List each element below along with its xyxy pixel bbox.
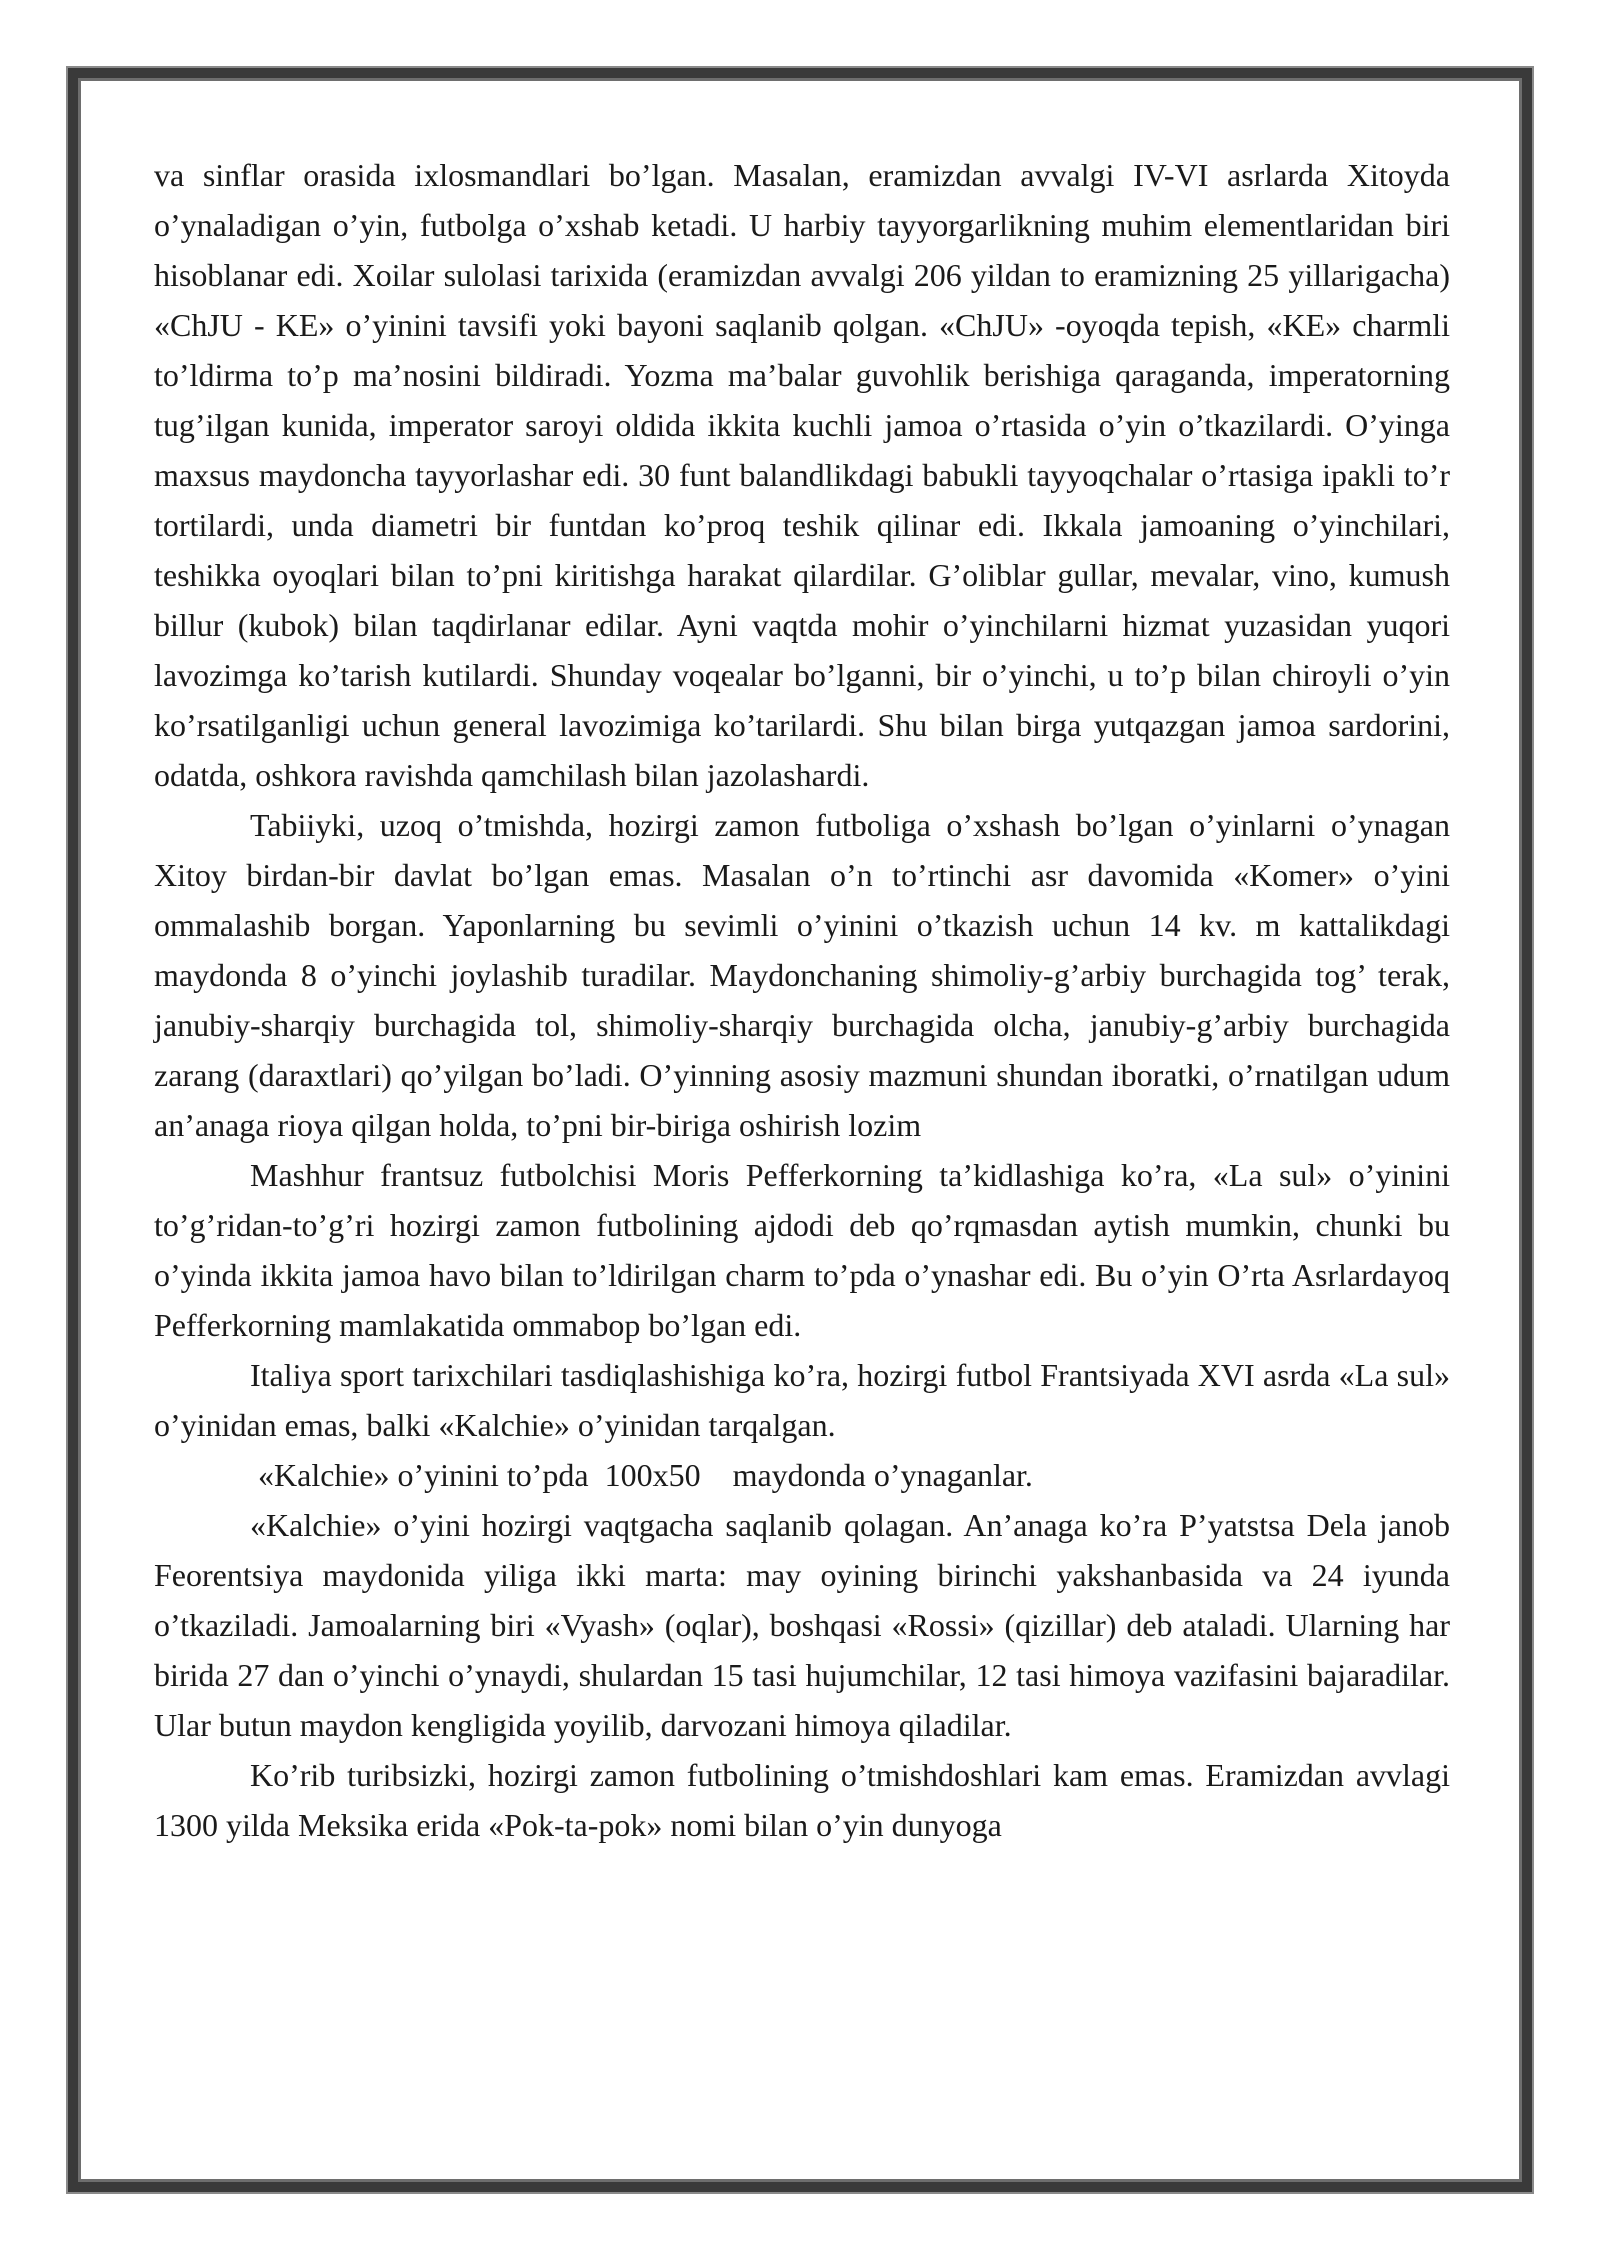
paragraph-predecessors: Ko’rib turibsizki, hozirgi zamon futbolining o’tmishdoshlari kam emas. Eramizdan avvlagi 1300 yilda Meksika erida «Pok-ta-pok» nomi bilan o’yin dunyoga: [154, 1757, 1450, 1843]
paragraph-france-la-sul: Mashhur frantsuz futbolchisi Moris Pefferkorning ta’kidlashiga ko’ra, «La sul» o’yinini to’g’ridan-to’g’ri hozirgi zamon futbolining ajdodi deb qo’rqmasdan aytish mumkin, chunki bu o’yinda ikkita jamoa havo bilan to’ldirilgan charm to’pda o’ynashar edi. Bu o’yin O’rta Asrlardayoq Pefferkorning mamlakatida ommabop bo’lgan edi.: [154, 1157, 1450, 1343]
paragraph-china-chju-ke: va sinflar orasida ixlosmandlari bo’lgan. Masalan, eramizdan avvalgi IV-VI asrlarda Xitoyda o’ynaladigan o’yin, futbolga o’xshab ketadi. U harbiy tayyorgarlikning muhim elementlaridan biri hisoblanar edi. Xoilar sulolasi tarixida (eramizdan avvalgi 206 yildan to eramizning 25 yillarigacha) «ChJU - KE» o’yinini tavsifi yoki bayoni saqlanib qolgan. «ChJU» -oyoqda tepish, «KE» charmli to’ldirma to’p ma’nosini bildiradi. Yozma ma’balar guvohlik berishiga qaraganda, imperatorning tug’ilgan kunida, imperator saroyi oldida ikkita kuchli jamoa o’rtasida o’yin o’tkazilardi. O’yinga maxsus maydoncha tayyorlashar edi. 30 funt balandlikdagi babukli tayyoqchalar o’rtasiga ipakli to’r tortilardi, unda diametri bir funtdan ko’proq teshik qilinar edi. Ikkala jamoaning o’yinchilari, teshikka oyoqlari bilan to’pni kiritishga harakat qilardilar. G’oliblar gullar, mevalar, vino, kumush billur (kubok) bilan taqdirlanar edilar. Ayni vaqtda mohir o’yinchilarni hizmat yuzasidan yuqori lavozimga ko’tarish kutilardi. Shunday voqealar bo’lganni, bir o’yinchi, u to’p bilan chiroyli o’yin ko’rsatilganligi uchun general lavozimiga ko’tarilardi. Shu bilan birga yutqazgan jamoa sardorini, odatda, oshkora ravishda qamchilash bilan jazolashardi.: [154, 157, 1450, 793]
paragraph-kalchie-today: «Kalchie» o’yini hozirgi vaqtgacha saqlanib qolagan. An’anaga ko’ra P’yatstsa Dela janob Feorentsiya maydonida yiliga ikki marta: may oyining birinchi yakshanbasida va 24 iyunda o’tkaziladi. Jamoalarning biri «Vyash» (oqlar), boshqasi «Rossi» (qizillar) deb ataladi. Ularning har birida 27 dan o’yinchi o’ynaydi, shulardan 15 tasi hujumchilar, 12 tasi himoya vazifasini bajaradilar. Ular butun maydon kengligida yoyilib, darvozani himoya qiladilar.: [154, 1507, 1450, 1743]
paragraph-japan-komer: Tabiiyki, uzoq o’tmishda, hozirgi zamon futboliga o’xshash bo’lgan o’yinlarni o’ynagan Xitoy birdan-bir davlat bo’lgan emas. Masalan o’n to’rtinchi asr davomida «Komer» o’yini ommalashib borgan. Yaponlarning bu sevimli o’yinini o’tkazish uchun 14 kv. m kattalikdagi maydonda 8 o’yinchi joylashib turadilar. Maydonchaning shimoliy-g’arbiy burchagida tog’ terak, janubiy-sharqiy burchagida tol, shimoliy-sharqiy burchagida olcha, janubiy-g’arbiy burchagida zarang (daraxtlari) qo’yilgan bo’ladi. O’yinning asosiy mazmuni shundan iboratki, o’rnatilgan udum an’anaga rioya qilgan holda, to’pni bir-biriga oshirish lozim: [154, 807, 1450, 1143]
document-body: [154, 150, 1450, 1850]
paragraph-kalchie-field: «Kalchie» o’yinini to’pda 100x50 maydonda o’ynaganlar.: [258, 1457, 1033, 1493]
paragraph-italy-historians: Italiya sport tarixchilari tasdiqlashishiga ko’ra, hozirgi futbol Frantsiyada XVI asrda «La sul» o’yinidan emas, balki «Kalchie» o’yinidan tarqalgan.: [154, 1357, 1450, 1443]
